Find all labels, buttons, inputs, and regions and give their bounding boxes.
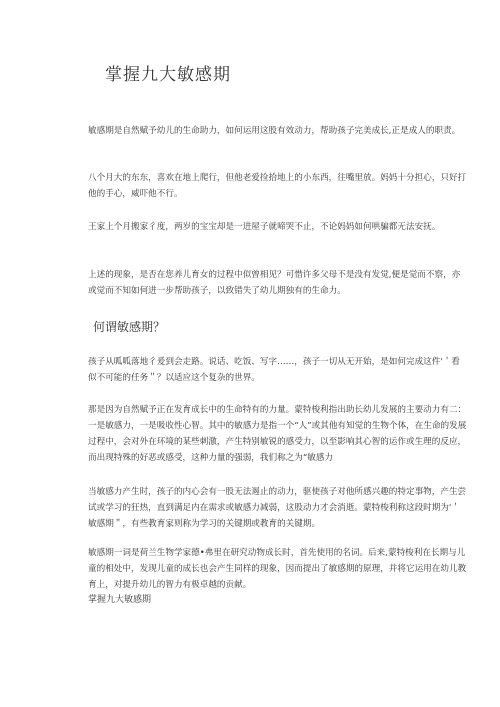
paragraph-nature: 那是因为自然赋予正在发育成长中的生命特有的力量。蒙特梭利指出助长幼儿发展的主要动力有二：一是敏感力，一是吸收性心智。其中的敏感力是指一个“人”或其他有知觉的生物个体，在生命的发展过程中，会对外在环境的某些刺激，产生特别敏锐的感受力，以至影响其心智的运作或生理的反应，而出现特殊的好恶或感受，这种力量的强弱，我们称之为“敏感力 [88,405,467,463]
page-title: 掌握九大敏感期 [105,65,231,85]
section-heading: 何谓敏感期？ [93,320,166,334]
paragraph-moving: 王家上个月搬家彳度，两岁的宝宝却是一进屋子就啼哭不止，不论妈妈如何哄骗都无法安抚。 [88,222,441,232]
paragraph-phenomenon: 上述的现象，是否在您养儿育女的过程中似曾相见？可惜许多父母不是没有发觉,便是觉而不察，亦或觉而不知如何进一步帮助孩子，以致错失了幼儿期独有的生命力。 [88,270,461,296]
section-footer-title: 掌握九大敏感期 [88,595,152,605]
paragraph-dongdong: 八个月大的东东，喜欢在地上爬行，但他老爱捡拾地上的小东西，往嘴里放。妈妈十分担心，只好打他的手心，威吓他不行。 [88,173,467,199]
paragraph-impulse: 当敏感力产生时，孩子的内心会有一股无法遏止的动力，驱使孩子对他所感兴趣的特定事物，产生尝试或学习的狂热，直到满足内在需求或敏感力减弱，这股动力才会消逝。蒙特梭利称这段时期为'＇敏感期＂，有些教育家则称为学习的关键期或教育的关键期。 [88,487,467,529]
paragraph-birth: 孩子从呱呱落地彳爰到会走路。说话、吃饭、写字……，孩子一切从无开始，是如何完成这件'＇看似不可能的任务＂？以适应这个复杂的世界。 [88,357,460,383]
paragraph-origin: 敏感期一词是荷兰生物学家德•弗里在研究动物成长时，首先使用的名词。后来,蒙特梭利在长期与儿童的相处中，发现儿童的成长也会产生同样的现象，因而提出了敏感期的原理，并将它运用在幼儿教育上，对提升幼儿的智力有极卓越的贡献。 [88,548,467,590]
paragraph-intro: 敏感期是自然赋予幼儿的生命助力，如何运用这股有效动力，帮助孩子完美成长,正是成人的职责。 [88,126,461,136]
